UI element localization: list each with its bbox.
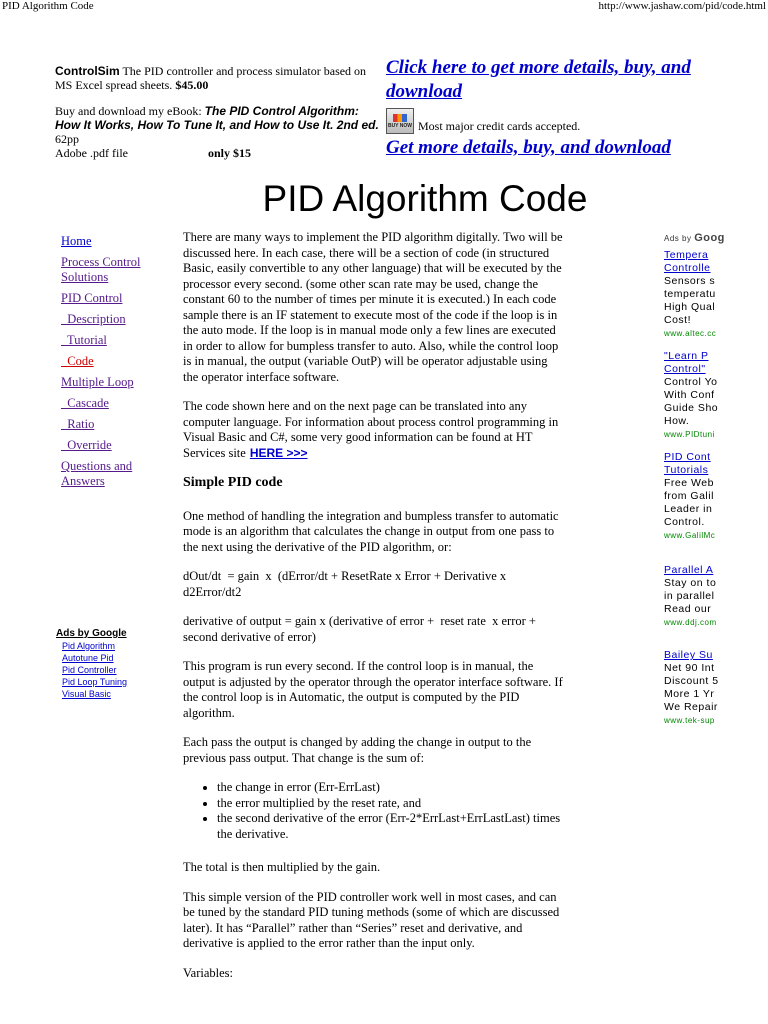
controlsim-desc: The PID controller and process simulator based on MS Excel spread sheets. [55,64,367,92]
ad-title[interactable]: "Learn P Control" [664,350,709,375]
method-paragraph: One method of handling the integration and bumpless transfer to automatic mode is an algorithm that calculates the change in output from one pass to the next using the derivative of the PID algorithm, or: [183,508,559,554]
ads-by-prefix: Ads by [664,234,695,243]
buy-now-label: BUY NOW [387,122,413,129]
ads-right [664,232,768,737]
nav-description[interactable]: Description [61,312,126,326]
ad-desc-line: With Conf [664,389,715,401]
ad-unit[interactable] [664,350,768,441]
print-url: http://www.jashaw.com/pid/code.html [598,0,766,12]
ads-by-google[interactable] [664,232,768,245]
credit-cards-text: Most major credit cards accepted. [418,119,581,133]
variables-label: Variables: [183,965,233,980]
sum-list [183,780,563,842]
ad-desc-line: Net 90 Int [664,662,715,674]
nav-questions-answers[interactable]: Questions and Answers [61,459,133,488]
simple-version-paragraph: This simple version of the PID controller work well in most cases, and can be tuned by the standard PID tuning methods (some of which are discussed later). It has “Parallel” rather than “Series” reset and derivative, and derivative is applied to the error rather than the input only. [183,889,560,950]
ad-unit[interactable] [664,249,768,340]
sum-paragraph: Each pass the output is changed by adding the change in output to the previous pass output. That change is the sum of: [183,735,532,765]
ad-link[interactable]: Pid Algorithm [62,641,116,651]
ad-desc-line: Control Yo [664,376,718,388]
ad-desc-line: temperatu [664,288,716,300]
controlsim-promo [55,64,385,92]
intro-paragraph: There are many ways to implement the PID algorithm digitally. Two will be discussed here. In each case, there will be a section of code (in structured Basic, easily convertible to any other language) that will be executed by the processor every second. (some other scan rate may be used, change the constant 60 to the number of times per minute it is executed.) In each code sample there is an IF statement to execute most of the code if the loop is in the auto mode. If the loop is in manual mode only a few lines are executed in order to allow for bumpless transfer to auto. Also, while the control loop is in manual, the output (variable OutP) will be operator adjustable using the operator interface software. [183,230,563,384]
simple-pid-heading: Simple PID code [183,475,283,490]
ad-desc-line: Read our [664,603,712,615]
ad-desc-line: in parallel [664,590,715,602]
ad-desc-line: from Galil [664,490,714,502]
nav-process-control-solutions[interactable]: Process Control Solutions [61,255,141,284]
nav-pid-control[interactable]: PID Control [61,291,123,305]
nav-tutorial[interactable]: Tutorial [61,333,107,347]
controlsim-brand: ControlSim [55,64,120,78]
nav-override[interactable]: Override [61,438,112,452]
ad-desc-line: We Repair [664,701,718,713]
ad-url[interactable]: www.PIDtuni [664,430,715,439]
buy-now-button[interactable] [386,108,414,134]
promo-left [55,64,385,160]
equation-paragraph: dOut/dt = gain x (dError/dt + ResetRate x Error + Derivative x d2Error/dt2 [183,569,510,599]
ad-desc-line: Sensors s [664,275,716,287]
print-header [0,0,768,14]
get-details-link[interactable]: Get more details, buy, and download [386,137,671,158]
nav-multiple-loop[interactable]: Multiple Loop [61,375,134,389]
ad-desc-line: Control. [664,516,705,528]
ad-title[interactable]: Parallel A [664,564,714,576]
ad-link[interactable]: Pid Loop Tuning [62,677,128,687]
ad-desc-line: More 1 Yr [664,688,715,700]
credit-cards-icon [393,114,407,122]
ebook-prefix: Buy and download my eBook: [55,104,205,118]
ad-desc-line: Guide Sho [664,402,719,414]
ad-title[interactable]: Tempera Controlle [664,249,711,274]
gain-paragraph: The total is then multiplied by the gain. [183,860,381,874]
ad-desc-line: Stay on to [664,577,717,589]
details-buy-link[interactable]: Click here to get more details, buy, and download [386,57,691,102]
ad-url[interactable]: www.GalilMc [664,531,716,540]
ad-link[interactable]: Visual Basic [62,689,111,699]
translation-paragraph [183,399,563,461]
ad-title[interactable]: PID Cont Tutorials [664,451,711,476]
ad-url[interactable]: www.ddj.com [664,618,717,627]
controlsim-price: $45.00 [175,78,209,92]
ebook-format: Adobe .pdf file [55,146,128,160]
ad-link[interactable]: Autotune Pid [62,653,114,663]
translation-text: The code shown here and on the next page can be translated into any computer language. For information about process control programming in Visual Basic and C#, some very good information can be found at HT Services site [183,399,559,460]
ad-unit[interactable] [664,649,768,727]
ebook-pages: 62pp [55,132,79,146]
print-title: PID Algorithm Code [2,0,94,12]
ad-desc-line: Discount 5 [664,675,719,687]
promo-right [386,56,716,160]
buy-row [386,108,716,134]
ad-desc-line: Free Web [664,477,714,489]
ad-unit[interactable] [664,451,768,542]
ad-desc-line: High Qual [664,301,716,313]
list-item: • the second derivative of the error (Err-2*ErrLast+ErrLastLast) times the derivative. [217,811,563,842]
nav-code[interactable]: Code [61,354,94,368]
ebook-promo [55,104,385,160]
ad-link[interactable]: Pid Controller [62,665,117,675]
nav-home[interactable]: Home [61,234,92,248]
ad-url[interactable]: www.altec.cc [664,329,717,338]
run-paragraph: This program is run every second. If the control loop is in manual, the output is adjusted by the operator through the operator interface software. If the control loop is in Automatic, the output is computed by the PID algorithm. [183,659,563,720]
list-item: • the change in error (Err-ErrLast) [217,780,563,796]
ads-left-heading[interactable]: Ads by Google [56,628,127,639]
ad-desc-line: Cost! [664,314,692,326]
equation-words-paragraph: derivative of output = gain x (derivative of error + reset rate x error + second derivative of error) [183,614,540,644]
ad-title[interactable]: Bailey Su [664,649,713,661]
nav-cascade[interactable]: Cascade [61,396,109,410]
list-item: • the error multiplied by the reset rate, and [217,796,563,812]
ebook-title: The PID Control Algorithm: How It Works, How To Tune It, and How to Use It. 2nd ed. [55,104,379,132]
ads-left [56,628,166,700]
main-content [183,230,563,995]
here-link[interactable]: HERE >>> [249,445,308,460]
ebook-price: only $15 [207,146,251,160]
ad-desc-line: How. [664,415,690,427]
nav-ratio[interactable]: Ratio [61,417,95,431]
google-brand: Goog [694,232,725,244]
ad-desc-line: Leader in [664,503,713,515]
page-title: PID Algorithm Code [262,178,588,219]
ad-unit[interactable] [664,564,768,629]
ad-url[interactable]: www.tek-sup [664,716,715,725]
side-nav [61,234,171,495]
